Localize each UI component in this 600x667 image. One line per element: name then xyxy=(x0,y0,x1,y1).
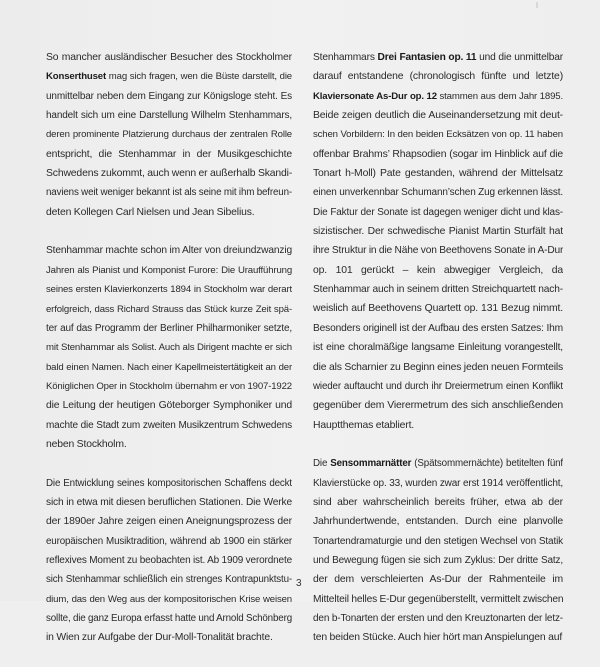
text-run: und Bewegung fügen sie sich zum Zyklus: Der dritte Satz, xyxy=(313,554,563,566)
text-line xyxy=(46,493,292,512)
text-line xyxy=(46,609,292,628)
text-run: sizistischer. Der schwedische Pianist Martin Sturfält hat xyxy=(313,226,563,238)
text-run: naviens weit weniger bekannt ist als seine mit ihm befreun- xyxy=(46,187,292,199)
text-run: neben Stockholm. xyxy=(46,438,127,450)
text-line xyxy=(46,474,292,493)
text-line xyxy=(313,493,563,512)
text-run: dium, das den Weg aus der kompositorischen Krise weisen xyxy=(46,593,292,605)
text-line xyxy=(46,590,292,609)
text-line xyxy=(46,164,292,183)
text-run: ihre Struktur in die Nähe von Beethovens Sonate in A-Dur xyxy=(313,245,563,257)
text-run: machte die Stadt zum zweiten Musikzentrum Schwedens xyxy=(46,419,292,431)
text-line xyxy=(313,396,563,415)
text-line xyxy=(313,203,563,222)
text-line xyxy=(313,590,563,609)
paragraph xyxy=(313,48,563,435)
paragraph xyxy=(46,48,292,222)
text-run: Jahrhundertwende, entstanden. Durch eine planvolle xyxy=(313,516,563,528)
text-line xyxy=(46,377,292,396)
text-run: schen Vorbildern: In den beiden Ecksätzen von op. 11 haben xyxy=(313,129,563,141)
paragraph xyxy=(46,241,292,454)
text-line xyxy=(46,67,292,86)
paragraph xyxy=(313,454,563,647)
text-run: stammen aus dem Jahr 1895. xyxy=(436,90,563,102)
text-line xyxy=(313,358,563,377)
text-line xyxy=(46,570,292,589)
text-run: der dem verschleierten As-Dur der Rahmenteile im xyxy=(313,574,563,586)
text-run: die Leitung der heutigen Göteborger Symphoniker und xyxy=(46,400,292,412)
text-run: So mancher ausländischer Besucher des Stockholmer xyxy=(46,52,292,63)
text-run: sollte, die ganz Europa erfasst hatte und Arnold Schönberg xyxy=(46,613,292,625)
text-run: den b-Tonarten der ersten und den Kreuztonarten der letz- xyxy=(313,613,563,625)
text-line xyxy=(46,628,292,647)
text-line xyxy=(313,183,563,202)
text-line xyxy=(46,261,292,280)
bold-title: Klaviersonate As-Dur op. 12 xyxy=(313,90,437,102)
text-run: die als Scharnier zu Beginn eines jeden neuen Formteils xyxy=(313,361,563,373)
text-line xyxy=(313,416,563,435)
text-run: erfolgreich, dass Richard Strauss das Stück kurze Zeit spä- xyxy=(46,303,292,315)
text-line xyxy=(313,474,563,493)
text-run: Klavierstücke op. 33, wurden zwar erst 1914 veröffentlicht, xyxy=(313,477,563,489)
text-line xyxy=(46,203,292,222)
text-line xyxy=(46,532,292,551)
text-line xyxy=(46,338,292,357)
text-line xyxy=(46,416,292,435)
text-line xyxy=(313,145,563,164)
text-line xyxy=(46,106,292,125)
text-line xyxy=(46,48,292,67)
text-line xyxy=(313,338,563,357)
text-line xyxy=(313,609,563,628)
text-line xyxy=(313,570,563,589)
text-run: Mittelteil helles E-Dur gegenüberstellt, vermittelt zwischen xyxy=(313,593,563,605)
text-run: op. 101 gerückt – kein abwegiger Vergleich, da xyxy=(313,264,563,276)
text-line xyxy=(313,222,563,241)
text-run: Königlichen Oper in Stockholm übernahm er von 1907-1922 xyxy=(46,380,292,392)
text-run: Stenhammar auch in seinem dritten Streichquartett nach- xyxy=(313,284,563,296)
text-run: sind aber wahrscheinlich bereits früher, etwa ab der xyxy=(313,496,563,508)
text-run: (Spätsommernächte) betitelten fünf xyxy=(411,458,563,470)
text-line xyxy=(46,358,292,377)
text-run: handelt sich um eine Darstellung Wilhelm Stenhammars, xyxy=(46,110,292,122)
text-line xyxy=(46,551,292,570)
text-run: sich Stenhammar schließlich ein strenges Kontrapunktstu- xyxy=(46,574,292,586)
text-line xyxy=(46,512,292,531)
text-line xyxy=(313,454,563,473)
text-run: Die xyxy=(313,458,331,470)
text-run: Stenhammars xyxy=(313,52,378,63)
text-line xyxy=(313,551,563,570)
text-run: Stenhammar machte schon im Alter von dreiundzwanzig xyxy=(46,245,292,257)
text-line xyxy=(313,106,563,125)
text-line xyxy=(313,280,563,299)
bold-title: Drei Fantasien op. 11 xyxy=(377,52,477,63)
text-run: der 1890er Jahre zeigen einen Aneignungsprozess der xyxy=(46,516,292,528)
text-run: Besonders originell ist der Aufbau des ersten Satzes: Ihm xyxy=(313,322,563,334)
text-line xyxy=(46,300,292,319)
text-line xyxy=(313,261,563,280)
text-run: und die unmittelbar xyxy=(476,52,563,63)
text-run: seines ersten Klavierkonzerts 1894 in Stockholm war derart xyxy=(46,284,292,296)
text-run: darauf entstandene (chronologisch fünfte und letzte) xyxy=(313,71,563,83)
text-run: Schwedens zukommt, auch wenn er außerhalb Skandi- xyxy=(46,168,292,180)
text-run: ter auf das Programm der Berliner Philharmoniker setzte, xyxy=(46,322,292,334)
text-line xyxy=(313,87,563,106)
text-run: Tonartendramaturgie und den stetigen Wechsel von Statik xyxy=(313,535,563,547)
text-run: offenbar Brahms’ Rhapsodien (sogar im Hinblick auf die xyxy=(313,148,563,160)
text-line xyxy=(313,319,563,338)
text-run: Die Entwicklung seines kompositorischen Schaffens deckt xyxy=(46,477,292,489)
text-line xyxy=(313,628,563,647)
text-line xyxy=(313,299,563,318)
text-run: reflexives Moment zu beobachten ist. Ab 1909 verordnete xyxy=(46,555,292,567)
text-run: gegenüber dem Vierermetrum des sich anschließenden xyxy=(313,400,563,412)
text-line xyxy=(313,48,563,67)
text-line xyxy=(46,396,292,415)
text-line xyxy=(46,319,292,338)
text-run: ist eine choralmäßige langsame Einleitung vorangestellt, xyxy=(313,342,563,354)
text-run: Jahren als Pianist und Komponist Furore: Die Uraufführung xyxy=(46,264,292,276)
text-line xyxy=(46,241,292,260)
text-line xyxy=(46,125,292,144)
text-line xyxy=(46,145,292,164)
text-run: europäischen Musiktradition, während ab 1900 ein stärker xyxy=(46,535,292,547)
text-run: mag sich fragen, wen die Büste darstellt, die xyxy=(106,71,292,83)
page-number: 3 xyxy=(296,578,302,589)
paragraph xyxy=(46,474,292,648)
text-run: entspricht, die Stenhammar in der Musikgeschichte xyxy=(46,148,292,160)
text-line xyxy=(46,87,292,106)
text-run: Tonart h-Moll) Pate gestanden, während der Mittelsatz xyxy=(313,168,563,180)
text-run: Die Faktur der Sonate ist dagegen weniger dicht und klas- xyxy=(313,206,563,218)
text-line xyxy=(313,532,563,551)
text-run: deren prominente Platzierung durchaus der zentralen Rolle xyxy=(46,129,292,141)
text-run: einen unverkennbar Schumann’schen Zug erkennen lässt. xyxy=(313,187,563,199)
text-line xyxy=(313,125,563,144)
text-run: Beide zeigen deutlich die Auseinandersetzung mit deut- xyxy=(313,110,563,122)
text-line xyxy=(313,164,563,183)
text-run: sich in etwa mit diesen beruflichen Stationen. Die Werke xyxy=(46,497,292,508)
text-run: wieder auftaucht und durch ihr Dreiermetrum einen Konflikt xyxy=(313,380,563,392)
bold-title: Konserthuset xyxy=(46,71,107,83)
text-line xyxy=(46,183,292,202)
text-line xyxy=(313,241,563,260)
text-run: mit Stenhammar als Solist. Auch als Dirigent machte er sich xyxy=(46,342,292,354)
text-run: unmittelbar neben dem Eingang zur Königsloge steht. Es xyxy=(46,90,292,102)
left-column xyxy=(46,48,292,667)
text-run: weislich auf Beethovens Quartett op. 131 Bezug nimmt. xyxy=(313,303,563,315)
text-line xyxy=(46,280,292,299)
text-line xyxy=(313,377,563,396)
corner-mark xyxy=(536,2,538,8)
text-run: deten Kollegen Carl Nielsen und Jean Sibelius. xyxy=(46,206,255,218)
text-run: ten beiden Stücke. Auch hier hört man Anspielungen auf xyxy=(313,632,563,644)
text-line xyxy=(46,435,292,454)
bold-title: Sensommarnätter xyxy=(330,458,412,470)
right-column xyxy=(313,48,563,667)
text-run: Hauptthemas etabliert. xyxy=(313,419,415,431)
text-line xyxy=(313,67,563,86)
text-run: in Wien zur Aufgabe der Dur-Moll-Tonalität brachte. xyxy=(46,632,273,644)
text-line xyxy=(313,512,563,531)
text-run: bald einen Namen. Nach einer Kapellmeistertätigkeit an der xyxy=(46,361,292,373)
